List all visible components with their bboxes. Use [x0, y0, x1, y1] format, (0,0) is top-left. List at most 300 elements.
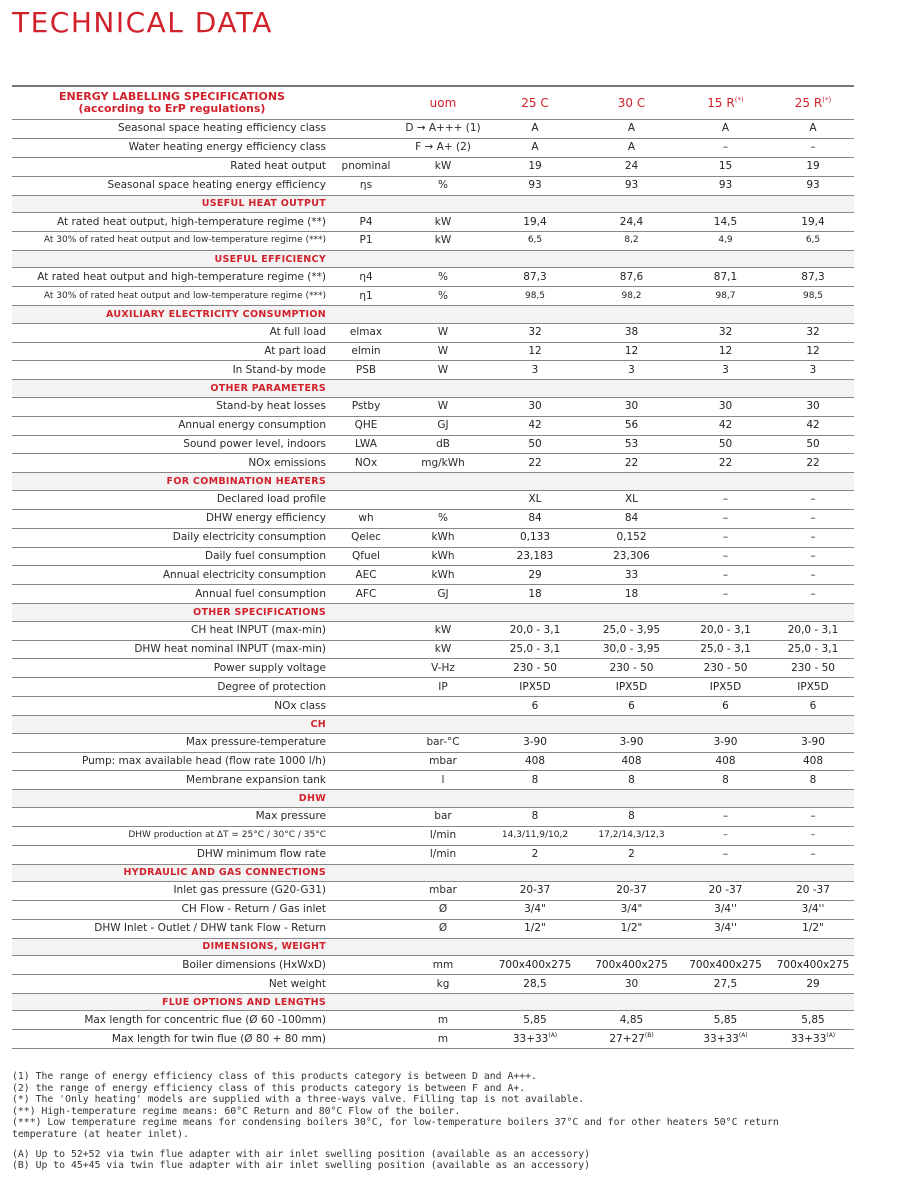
cell-value: 8 [628, 773, 635, 786]
cell-value: – [722, 141, 729, 154]
value-cell [679, 771, 772, 790]
value-cell [772, 621, 854, 640]
footnote-gap [12, 1141, 842, 1149]
row-label: Max length for concentric flue (Ø 60 -100mm) [12, 1011, 332, 1030]
value-cell [584, 807, 679, 826]
cell-value: 84 [528, 512, 542, 525]
value-cell [584, 845, 679, 864]
row-symbol [332, 771, 400, 790]
row-uom: kW [400, 213, 486, 232]
cell-value: IPX5D [519, 680, 551, 693]
table-row [12, 807, 854, 826]
footnote-line: (A) Up to 52+52 via twin flue adapter with air inlet swelling position (available as an accessory) [12, 1148, 591, 1160]
value-cell [584, 1011, 679, 1030]
section-spacer-cell [584, 716, 679, 734]
cell-value: 23,183 [516, 549, 554, 562]
value-cell [772, 1011, 854, 1030]
table-body [12, 120, 854, 1049]
section-spacer-cell [772, 864, 854, 882]
section-spacer-cell [332, 790, 400, 808]
section-title: DIMENSIONS, WEIGHT [12, 938, 332, 956]
row-symbol: η1 [332, 287, 400, 306]
section-spacer-cell [332, 716, 400, 734]
section-spacer-cell [679, 604, 772, 622]
section-title: CH [12, 716, 332, 734]
row-uom: dB [400, 435, 486, 454]
row-symbol [332, 697, 400, 716]
cell-value: 20,0 - 3,1 [509, 624, 561, 637]
cell-value: 87,6 [619, 270, 644, 283]
section-header-row [12, 473, 854, 491]
cell-value: 0,152 [616, 531, 647, 544]
section-spacer-cell [400, 250, 486, 268]
row-uom: kg [400, 975, 486, 994]
value-cell [584, 287, 679, 306]
section-spacer-cell [584, 473, 679, 491]
section-spacer-cell [772, 250, 854, 268]
row-uom: kWh [400, 547, 486, 566]
value-cell [772, 361, 854, 380]
value-cell [772, 397, 854, 416]
cell-value: 230 - 50 [513, 661, 557, 674]
section-spacer-cell [679, 306, 772, 324]
value-cell [486, 697, 584, 716]
table-row [12, 621, 854, 640]
cell-value: 25,0 - 3,1 [700, 643, 751, 656]
row-label: In Stand-by mode [12, 361, 332, 380]
row-uom: W [400, 397, 486, 416]
table-row [12, 528, 854, 547]
row-label: At 30% of rated heat output and low-temperature regime (***) [12, 287, 332, 306]
row-symbol [332, 733, 400, 752]
value-cell [679, 528, 772, 547]
value-cell [679, 454, 772, 473]
row-label: At 30% of rated heat output and low-temperature regime (***) [12, 231, 332, 250]
table-row [12, 659, 854, 678]
header-energy-labelling [12, 86, 332, 120]
value-cell [486, 138, 584, 157]
section-spacer-cell [679, 790, 772, 808]
value-cell [679, 268, 772, 287]
cell-value: 93 [528, 179, 542, 192]
cell-value: XL [624, 493, 639, 506]
value-cell [584, 361, 679, 380]
section-title: DHW [12, 790, 332, 808]
row-symbol [332, 900, 400, 919]
cell-value: 18 [624, 587, 639, 600]
cell-value: 33+33 [703, 1032, 739, 1045]
cell-value: 2 [531, 848, 539, 861]
value-cell [486, 640, 584, 659]
section-spacer-cell [584, 604, 679, 622]
cell-value: 6,5 [805, 235, 821, 246]
table-row [12, 919, 854, 938]
value-cell [584, 640, 679, 659]
value-cell [486, 621, 584, 640]
row-uom: W [400, 342, 486, 361]
value-cell [772, 919, 854, 938]
value-cell [772, 678, 854, 697]
cell-value: 84 [624, 512, 639, 525]
row-symbol [332, 845, 400, 864]
row-symbol: P4 [332, 213, 400, 232]
section-spacer-cell [332, 473, 400, 491]
cell-value: 5,85 [713, 1013, 738, 1026]
cell-value: – [810, 568, 816, 581]
value-cell [679, 882, 772, 901]
cell-value: 1/2" [524, 922, 546, 935]
value-cell [486, 585, 584, 604]
value-cell [772, 528, 854, 547]
technical-data-table [12, 85, 854, 1049]
value-cell [679, 416, 772, 435]
row-uom: % [400, 176, 486, 195]
row-uom: D → A+++ (1) [400, 120, 486, 139]
footnote-line: (2) the range of energy efficiency class of this products category is between F and A+. [12, 1082, 526, 1094]
cell-value: 230 - 50 [703, 661, 748, 674]
cell-value: 14,5 [713, 215, 738, 228]
header-uom: uom [400, 86, 486, 120]
row-symbol [332, 956, 400, 975]
value-cell [679, 1030, 772, 1049]
table-row [12, 490, 854, 509]
row-uom: % [400, 268, 486, 287]
row-symbol: Pstby [332, 397, 400, 416]
row-label: Daily fuel consumption [12, 547, 332, 566]
value-cell [772, 490, 854, 509]
section-spacer-cell [584, 790, 679, 808]
cell-value: – [722, 493, 729, 506]
cell-value: IPX5D [615, 680, 648, 693]
cell-value: 12 [718, 344, 733, 357]
value-cell [486, 807, 584, 826]
cell-value: 29 [528, 568, 542, 581]
row-uom: mbar [400, 882, 486, 901]
row-uom: Ø [400, 900, 486, 919]
value-cell [486, 956, 584, 975]
cell-value: 700x400x275 [498, 958, 572, 971]
table-row [12, 231, 854, 250]
cell-value: 700x400x275 [776, 958, 850, 971]
value-cell [584, 826, 679, 845]
table-row [12, 157, 854, 176]
value-cell [679, 956, 772, 975]
cell-value: 5,85 [523, 1013, 547, 1026]
value-cell [486, 213, 584, 232]
header-model-15r [679, 86, 772, 120]
section-title: USEFUL HEAT OUTPUT [12, 195, 332, 213]
cell-value: 50 [806, 438, 820, 451]
cell-value: 19,4 [801, 215, 825, 228]
table-row [12, 397, 854, 416]
value-cell [584, 975, 679, 994]
value-cell [486, 454, 584, 473]
row-uom: mbar [400, 752, 486, 771]
section-header-row [12, 604, 854, 622]
row-symbol: LWA [332, 435, 400, 454]
cell-value: – [810, 493, 816, 506]
value-cell [584, 566, 679, 585]
row-label: Seasonal space heating efficiency class [12, 120, 332, 139]
cell-value: 1/2" [620, 922, 643, 935]
row-uom: IP [400, 678, 486, 697]
value-cell [486, 361, 584, 380]
cell-value: 3 [809, 363, 817, 376]
cell-value: 6 [628, 699, 635, 712]
value-cell [679, 435, 772, 454]
value-cell [679, 919, 772, 938]
value-cell [772, 826, 854, 845]
row-uom: kWh [400, 566, 486, 585]
cell-value: 6 [722, 699, 729, 712]
value-cell [486, 900, 584, 919]
row-uom: kW [400, 640, 486, 659]
cell-value: 98,5 [802, 290, 824, 301]
value-cell [679, 1011, 772, 1030]
table-row [12, 845, 854, 864]
cell-value: 27,5 [713, 977, 738, 990]
value-cell [584, 900, 679, 919]
row-symbol [332, 490, 400, 509]
value-cell [772, 157, 854, 176]
header-title-line1: ENERGY LABELLING SPECIFICATIONS [59, 90, 285, 103]
value-cell [679, 733, 772, 752]
value-cell [584, 268, 679, 287]
cell-value: 30,0 - 3,95 [602, 643, 661, 656]
row-label: At full load [12, 323, 332, 342]
row-label: Annual energy consumption [12, 416, 332, 435]
value-cell [584, 490, 679, 509]
section-header-row [12, 993, 854, 1011]
cell-value: 230 - 50 [609, 661, 654, 674]
value-cell [772, 659, 854, 678]
cell-value: A [627, 122, 636, 135]
cell-value: 28,5 [523, 977, 547, 990]
header-symbol [332, 86, 400, 120]
cell-value: – [810, 848, 816, 861]
cell-value: A [627, 141, 636, 154]
cell-value: 700x400x275 [595, 958, 668, 971]
row-symbol: elmin [332, 342, 400, 361]
header-model-25r [772, 86, 854, 120]
cell-value: 42 [528, 419, 542, 432]
value-cell [486, 826, 584, 845]
model-footnote-mark: (*) [734, 95, 744, 104]
row-uom [400, 697, 486, 716]
section-spacer-cell [584, 380, 679, 398]
row-symbol [332, 1011, 400, 1030]
row-label: NOx emissions [12, 454, 332, 473]
value-cell [486, 528, 584, 547]
value-cell [679, 752, 772, 771]
value-cell [679, 342, 772, 361]
row-symbol: AEC [332, 566, 400, 585]
value-cell [679, 585, 772, 604]
value-cell [679, 659, 772, 678]
section-header-row [12, 716, 854, 734]
footnote-ref: (B) [644, 1031, 654, 1039]
section-spacer-cell [400, 473, 486, 491]
value-cell [772, 547, 854, 566]
value-cell [679, 697, 772, 716]
cell-value: 8,2 [624, 235, 639, 246]
row-symbol: elmax [332, 323, 400, 342]
cell-value: 20,0 - 3,1 [700, 624, 751, 637]
section-spacer-cell [679, 473, 772, 491]
value-cell [486, 342, 584, 361]
row-label: Stand-by heat losses [12, 397, 332, 416]
row-uom: l [400, 771, 486, 790]
row-symbol [332, 138, 400, 157]
value-cell [584, 528, 679, 547]
value-cell [772, 176, 854, 195]
footnote-line: (B) Up to 45+45 via twin flue adapter with air inlet swelling position (available as an accessory) [12, 1160, 591, 1172]
value-cell [486, 120, 584, 139]
row-label: At part load [12, 342, 332, 361]
cell-value: 42 [718, 419, 733, 432]
cell-value: – [722, 531, 729, 544]
cell-value: 6,5 [527, 235, 543, 246]
value-cell [486, 547, 584, 566]
cell-value: 408 [621, 754, 642, 767]
cell-value: 42 [806, 419, 820, 432]
section-spacer-cell [332, 195, 400, 213]
value-cell [772, 231, 854, 250]
section-spacer-cell [679, 380, 772, 398]
value-cell [486, 323, 584, 342]
section-spacer-cell [332, 250, 400, 268]
cell-value: IPX5D [709, 680, 742, 693]
section-spacer-cell [400, 306, 486, 324]
value-cell [772, 975, 854, 994]
cell-value: 3/4'' [801, 903, 825, 916]
table-row [12, 585, 854, 604]
cell-value: 3 [628, 363, 635, 376]
cell-value: 93 [806, 179, 820, 192]
row-symbol: Qelec [332, 528, 400, 547]
section-spacer-cell [584, 938, 679, 956]
value-cell [584, 919, 679, 938]
row-label: Rated heat output [12, 157, 332, 176]
cell-value: 98,2 [621, 290, 642, 301]
cell-value: 20-37 [519, 884, 551, 897]
value-cell [679, 361, 772, 380]
cell-value: 4,85 [619, 1013, 644, 1026]
row-symbol: QHE [332, 416, 400, 435]
table-header-row [12, 86, 854, 120]
section-title: FLUE OPTIONS AND LENGTHS [12, 993, 332, 1011]
section-spacer-cell [584, 306, 679, 324]
section-title: USEFUL EFFICIENCY [12, 250, 332, 268]
value-cell [486, 435, 584, 454]
row-symbol: pnominal [332, 157, 400, 176]
header-title-line2: (according to ErP regulations) [78, 102, 266, 115]
value-cell [679, 231, 772, 250]
cell-value: 93 [718, 179, 733, 192]
model-name: 30 C [617, 95, 646, 110]
value-cell [584, 956, 679, 975]
cell-value: 3-90 [801, 736, 825, 749]
table-row [12, 733, 854, 752]
cell-value: 700x400x275 [689, 958, 762, 971]
cell-value: 19 [528, 160, 542, 173]
section-spacer-cell [486, 993, 584, 1011]
value-cell [679, 323, 772, 342]
section-spacer-cell [772, 993, 854, 1011]
section-spacer-cell [486, 790, 584, 808]
value-cell [486, 752, 584, 771]
cell-value: 22 [806, 456, 820, 469]
row-uom: bar [400, 807, 486, 826]
row-uom [400, 490, 486, 509]
value-cell [486, 975, 584, 994]
value-cell [486, 566, 584, 585]
table-row [12, 416, 854, 435]
row-uom: V-Hz [400, 659, 486, 678]
value-cell [486, 678, 584, 697]
row-label: Seasonal space heating energy efficiency [12, 176, 332, 195]
section-spacer-cell [486, 716, 584, 734]
model-footnote-mark: (*) [822, 95, 832, 104]
value-cell [584, 454, 679, 473]
row-label: Water heating energy efficiency class [12, 138, 332, 157]
cell-value: 29 [806, 977, 820, 990]
table-row [12, 435, 854, 454]
cell-value: 3 [531, 363, 539, 376]
cell-value: 12 [528, 344, 542, 357]
value-cell [584, 176, 679, 195]
section-spacer-cell [679, 993, 772, 1011]
table-row [12, 678, 854, 697]
cell-value: 32 [528, 326, 542, 339]
cell-value: 93 [624, 179, 639, 192]
row-label: DHW minimum flow rate [12, 845, 332, 864]
table-row [12, 882, 854, 901]
value-cell [486, 231, 584, 250]
value-cell [486, 733, 584, 752]
value-cell [679, 509, 772, 528]
value-cell [772, 585, 854, 604]
value-cell [679, 213, 772, 232]
cell-value: 30 [528, 400, 542, 413]
row-uom: kW [400, 157, 486, 176]
section-spacer-cell [332, 380, 400, 398]
table-row [12, 771, 854, 790]
value-cell [772, 640, 854, 659]
table-row [12, 509, 854, 528]
cell-value: – [722, 848, 729, 861]
cell-value: 25,0 - 3,95 [602, 624, 661, 637]
cell-value: 3/4'' [714, 922, 737, 935]
value-cell [486, 882, 584, 901]
value-cell [584, 435, 679, 454]
row-uom: W [400, 323, 486, 342]
cell-value: 230 - 50 [791, 661, 835, 674]
cell-value: XL [528, 493, 542, 506]
row-symbol [332, 640, 400, 659]
value-cell [486, 1030, 584, 1049]
table-row [12, 547, 854, 566]
row-uom: bar-°C [400, 733, 486, 752]
row-label: Pump: max available head (flow rate 1000 l/h) [12, 752, 332, 771]
value-cell [679, 826, 772, 845]
header-model-25c [486, 86, 584, 120]
value-cell [584, 771, 679, 790]
row-label: Declared load profile [12, 490, 332, 509]
row-symbol: Qfuel [332, 547, 400, 566]
section-spacer-cell [584, 864, 679, 882]
row-label: Membrane expansion tank [12, 771, 332, 790]
